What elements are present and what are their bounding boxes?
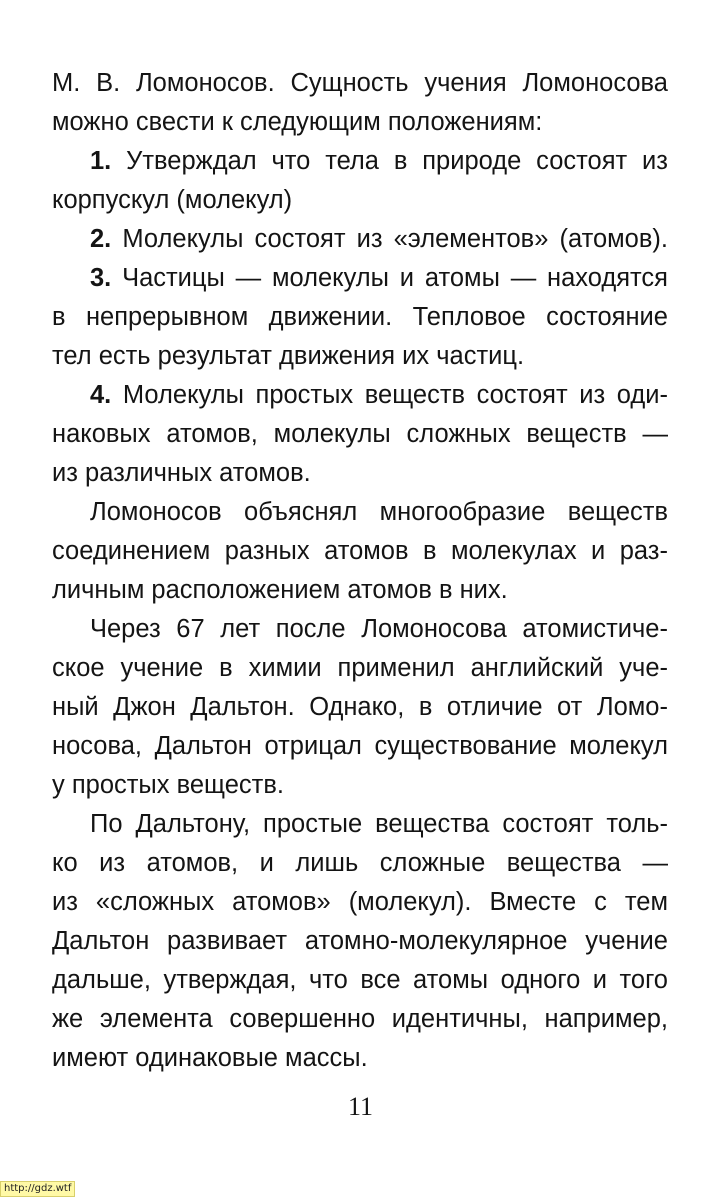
watermark-link[interactable]: http://gdz.wtf xyxy=(0,1181,75,1197)
text-line: соединением разных атомов в молекулах и раз- xyxy=(52,537,668,565)
list-number: 4. xyxy=(90,381,112,409)
text-line: ко из атомов, и лишь сложные вещества — xyxy=(52,849,668,877)
list-item-2 xyxy=(52,220,668,259)
list-item-1 xyxy=(52,142,668,181)
paragraph-line: Через 67 лет после Ломоносова атомистиче- xyxy=(90,615,668,643)
text-line: же элемента совершенно идентичны, например, xyxy=(52,1005,668,1033)
list-item-text: Молекулы состоят из «элементов» (атомов). xyxy=(122,225,668,253)
text-line: тел есть результат движения их частиц. xyxy=(52,342,525,370)
text-line: из различных атомов. xyxy=(52,459,311,487)
text-line: имеют одинаковые массы. xyxy=(52,1044,368,1072)
paragraph-line: По Дальтону, простые вещества состоят толь- xyxy=(90,810,668,838)
list-number: 3. xyxy=(90,264,112,292)
list-item-text: Утверждал что тела в природе состоят из xyxy=(126,147,668,175)
page-number: 11 xyxy=(347,1092,374,1121)
text-line: М. В. Ломоносов. Сущность учения Ломоносова xyxy=(52,69,668,97)
paragraph-line: Ломоносов объяснял многообразие веществ xyxy=(90,498,668,526)
text-line: корпускул (молекул) xyxy=(52,186,293,214)
list-item-3 xyxy=(52,259,668,298)
text-line: ское учение в химии применил английский уче- xyxy=(52,654,668,682)
text-line: из «сложных атомов» (молекул). Вместе с тем xyxy=(52,888,668,916)
text-line: у простых веществ. xyxy=(52,771,284,799)
text-line: дальше, утверждая, что все атомы одного и того xyxy=(52,966,668,994)
text-line: в непрерывном движении. Тепловое состояние xyxy=(52,303,668,331)
text-line: ный Джон Дальтон. Однако, в отличие от Ломо- xyxy=(52,693,668,721)
list-number: 2. xyxy=(90,225,112,253)
text-line: можно свести к следующим положениям: xyxy=(52,108,543,136)
text-line: носова, Дальтон отрицал существование молекул xyxy=(52,732,668,760)
list-item-4 xyxy=(52,376,668,415)
text-line: личным расположением атомов в них. xyxy=(52,576,508,604)
list-item-text: Частицы — молекулы и атомы — находятся xyxy=(122,264,668,292)
list-item-text: Молекулы простых веществ состоят из оди- xyxy=(122,381,668,409)
page-text xyxy=(52,64,668,1078)
text-line: наковых атомов, молекулы сложных веществ — xyxy=(52,420,668,448)
text-line: Дальтон развивает атомно-молекулярное учение xyxy=(52,927,668,955)
list-number: 1. xyxy=(90,147,112,175)
